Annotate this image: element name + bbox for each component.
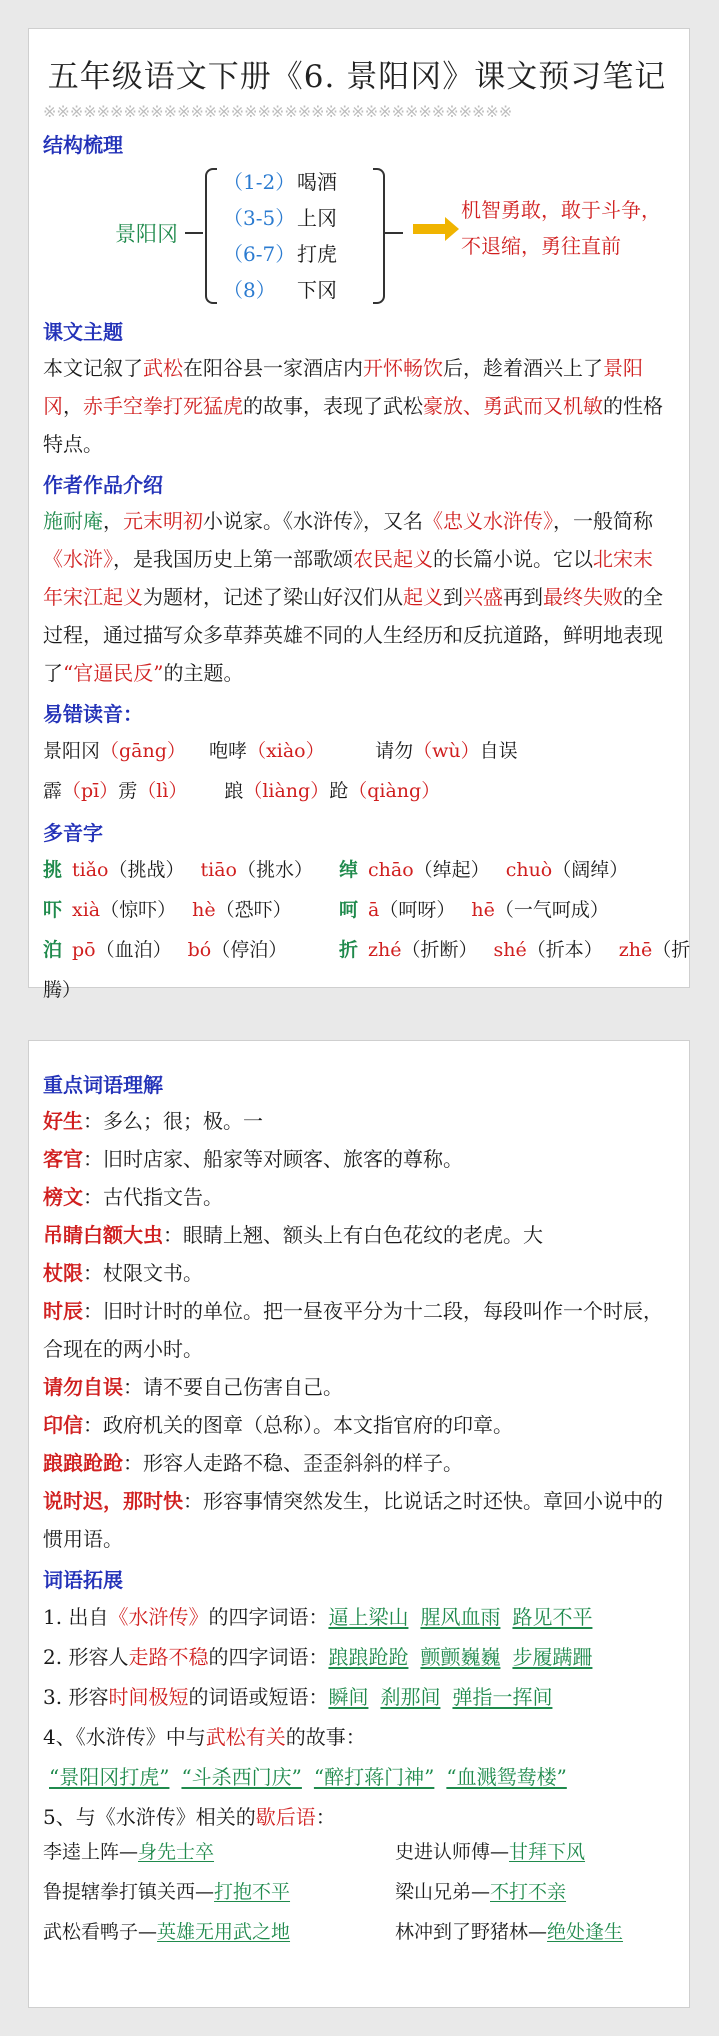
polyphone-char: 挑	[43, 859, 63, 881]
body-text: 在阳谷县一家酒店内	[183, 356, 363, 380]
expansion-line-1: 1. 出自《水浒传》的四字词语：逼上梁山 腥风血雨 路见不平	[43, 1605, 593, 1629]
highlight-text: 赤手空拳打死猛虎	[83, 394, 243, 418]
body-text: ，	[63, 394, 83, 418]
highlight-text: 农民起义	[353, 547, 433, 571]
right-bracket	[373, 168, 385, 304]
body-text: 的全过程，通过描写众多草莽英雄不同的人生经历和反抗道路，鲜明地表现了	[43, 585, 663, 685]
polyphone-group	[43, 930, 339, 970]
structure-row: （1-2）喝酒	[223, 170, 337, 194]
pinyin: pō	[72, 939, 96, 961]
wusong-stories: “景阳冈打虎” “斗杀西门庆” “醉打蒋门神” “血溅鸳鸯楼”	[49, 1765, 567, 1789]
body-text: 小说家。《水浒传》，又名	[203, 509, 423, 533]
structure-main: 景阳冈	[115, 222, 178, 246]
term-keyword: 好生	[43, 1109, 83, 1133]
term-definition: ：请不要自己伤害自己。	[123, 1375, 343, 1399]
term-keyword: 说时迟，那时快	[43, 1489, 183, 1513]
highlight-text: “官逼民反”	[63, 661, 164, 685]
highlight-text: 最终失败	[543, 585, 623, 609]
term-definition: ：形容事情突然发生，比说话之时还快。章回小说中的惯用语。	[43, 1489, 663, 1551]
polyphone-tail: 腾）	[43, 979, 82, 1001]
connector-line	[385, 232, 403, 234]
term-item	[43, 1292, 671, 1368]
example-word: （恐吓）	[215, 899, 292, 921]
polyphone-group	[339, 930, 690, 970]
pinyin: hē	[471, 899, 495, 921]
pinyin: zhē	[618, 939, 653, 961]
term-keyword: 印信	[43, 1413, 83, 1437]
highlight-text: 起义	[403, 585, 443, 609]
body-text: ，	[103, 509, 123, 533]
example-word: （折断）	[401, 939, 478, 961]
author-heading: 作者作品介绍	[43, 473, 163, 497]
body-text: 的主题。	[163, 661, 244, 685]
pinyin: xià	[72, 899, 101, 921]
pinyin: chāo	[368, 859, 414, 881]
term-keyword: 榜文	[43, 1185, 83, 1209]
polyphone-char: 泊	[43, 939, 63, 961]
highlight-text: 元末明初	[123, 509, 203, 533]
term-item	[43, 1406, 671, 1444]
polyphone-row	[43, 930, 691, 970]
structure-result: 机智勇敢，敢于斗争， 不退缩，勇往直前	[461, 198, 661, 258]
xiehouyu-item: 李逵上阵—身先士卒	[43, 1841, 215, 1863]
expansion-heading: 词语拓展	[43, 1568, 123, 1592]
term-definition: ：旧时店家、船家等对顾客、旅客的尊称。	[83, 1147, 463, 1171]
pinyin: zhé	[368, 939, 402, 961]
structure-heading: 结构梳理	[43, 133, 123, 157]
xiehouyu-item: 梁山兄弟—不打不亲	[395, 1881, 567, 1903]
term-definition: ：多么；很；极。一	[83, 1109, 263, 1133]
example-word: （挑水）	[237, 859, 314, 881]
highlight-text: 《忠义水浒传》	[423, 509, 553, 533]
polyphone-row	[43, 850, 671, 890]
example-word: （绰起）	[413, 859, 490, 881]
term-definition: ：杖限文书。	[83, 1261, 203, 1285]
terms-list	[43, 1102, 671, 1558]
body-text: ，是我国历史上第一部歌颂	[113, 547, 353, 571]
xiehouyu-item: 史进认师傅—甘拜下风	[395, 1841, 586, 1863]
highlight-text: 《水浒》	[43, 547, 113, 571]
expansion-line-2: 2. 形容人走路不稳的四字词语：踉踉跄跄 颤颤巍巍 步履蹒跚	[43, 1645, 593, 1669]
polyphone-group	[339, 890, 609, 930]
term-keyword: 客官	[43, 1147, 83, 1171]
polyphone-heading: 多音字	[43, 821, 103, 845]
polyphone-char: 吓	[43, 899, 63, 921]
polyphone-char: 呵	[339, 899, 359, 921]
pinyin: tiāo	[200, 859, 237, 881]
expansion-line-4: 4、《水浒传》中与武松有关的故事：	[43, 1725, 366, 1749]
xiehouyu-grid	[43, 1837, 671, 1957]
left-bracket	[205, 168, 217, 304]
pinyin: ā	[368, 899, 380, 921]
term-item	[43, 1140, 671, 1178]
example-word: （惊吓）	[100, 899, 177, 921]
highlight-text: 北宋末年宋江起义	[43, 547, 653, 609]
example-word: （停泊）	[211, 939, 288, 961]
pinyin: bó	[187, 939, 212, 961]
term-definition: ：政府机关的图章（总称）。本文指官府的印章。	[83, 1413, 513, 1437]
pronunciation-line: 景阳冈（gāng） 咆哮（xiào） 请勿（wù）自误	[43, 740, 518, 762]
pinyin: hè	[192, 899, 216, 921]
term-item	[43, 1178, 671, 1216]
term-keyword: 吊睛白额大虫	[43, 1223, 163, 1247]
term-definition: ：古代指文告。	[83, 1185, 223, 1209]
body-text: 本文记叙了	[43, 356, 143, 380]
term-keyword: 请勿自误	[43, 1375, 123, 1399]
example-word: （阔绰）	[552, 859, 629, 881]
polyphone-char: 折	[339, 939, 359, 961]
term-definition: ：旧时计时的单位。把一昼夜平分为十二段，每段叫作一个时辰，合现在的两小时。	[43, 1299, 663, 1361]
highlight-text: 兴盛	[463, 585, 503, 609]
notes-card-1	[28, 28, 691, 1001]
author-paragraph	[43, 502, 671, 692]
pronunciation-line: 霹（pī）雳（lì） 踉（liàng）跄（qiàng）	[43, 780, 441, 802]
term-keyword: 踉踉跄跄	[43, 1451, 123, 1475]
polyphone-row	[43, 890, 671, 930]
term-keyword: 时辰	[43, 1299, 83, 1323]
theme-heading: 课文主题	[43, 320, 123, 344]
body-text: 为题材，记述了梁山好汉们从	[143, 585, 403, 609]
xiehouyu-item: 鲁提辖拳打镇关西—打抱不平	[43, 1881, 291, 1903]
xiehouyu-item: 林冲到了野猪林—绝处逢生	[395, 1921, 624, 1943]
example-word: （血泊）	[95, 939, 172, 961]
theme-paragraph	[43, 349, 671, 463]
expansion-line-5: 5、与《水浒传》相关的歇后语：	[43, 1805, 336, 1829]
xiehouyu-item: 武松看鸭子—英雄无用武之地	[43, 1921, 291, 1943]
term-definition: ：眼睛上翘、额头上有白色花纹的老虎。大	[163, 1223, 543, 1247]
polyphone-group	[339, 850, 628, 890]
highlight-text: 武松	[143, 356, 183, 380]
body-text: 的性格特点。	[43, 394, 663, 456]
example-word: （呵呀）	[379, 899, 456, 921]
example-word: （挑战）	[108, 859, 185, 881]
term-item	[43, 1368, 671, 1406]
term-keyword: 杖限	[43, 1261, 83, 1285]
pronunciation-heading: 易错读音：	[43, 702, 143, 726]
body-text: 再到	[503, 585, 543, 609]
divider: ※※※※※※※※※※※※※※※※※※※※※※※※※※※※※※※※※※※	[43, 102, 513, 121]
highlight-text: 景阳冈	[43, 356, 643, 418]
highlight-text: 开怀畅饮	[363, 356, 443, 380]
expansion-line-3: 3. 形容时间极短的词语或短语：瞬间 刹那间 弹指一挥间	[43, 1685, 553, 1709]
term-definition: ：形容人走路不稳、歪歪斜斜的样子。	[123, 1451, 463, 1475]
example-word: （折	[652, 939, 691, 961]
term-item	[43, 1102, 671, 1140]
term-item	[43, 1444, 671, 1482]
terms-heading: 重点词语理解	[43, 1073, 163, 1097]
term-item	[43, 1216, 671, 1254]
structure-row: （6-7）打虎	[223, 242, 337, 266]
body-text: 的长篇小说。它以	[433, 547, 593, 571]
polyphone-char: 绰	[339, 859, 359, 881]
body-text: 到	[443, 585, 463, 609]
connector-line	[185, 232, 203, 234]
example-word: （折本）	[526, 939, 603, 961]
term-item	[43, 1482, 671, 1558]
body-text: ，一般简称	[553, 509, 653, 533]
pinyin: shé	[493, 939, 527, 961]
polyphone-group	[43, 850, 339, 890]
notes-card-2	[28, 1040, 690, 2008]
structure-row: （8） 下冈	[223, 278, 337, 302]
term-item	[43, 1254, 671, 1292]
highlight-text: 豪放、勇武而又机敏	[423, 394, 603, 418]
page-title: 五年级语文下册《6. 景阳冈》课文预习笔记	[47, 59, 667, 95]
structure-diagram	[43, 162, 671, 310]
arrow-right-icon	[413, 224, 445, 234]
structure-row: （3-5）上冈	[223, 206, 337, 230]
body-text: 的故事，表现了武松	[243, 394, 423, 418]
body-text: 后，趁着酒兴上了	[443, 356, 603, 380]
highlight-text: 施耐庵	[43, 509, 103, 533]
example-word: （一气呵成）	[494, 899, 609, 921]
pinyin: chuò	[505, 859, 553, 881]
pinyin: tiǎo	[72, 859, 109, 881]
polyphone-list	[43, 850, 691, 970]
polyphone-group	[43, 890, 339, 930]
